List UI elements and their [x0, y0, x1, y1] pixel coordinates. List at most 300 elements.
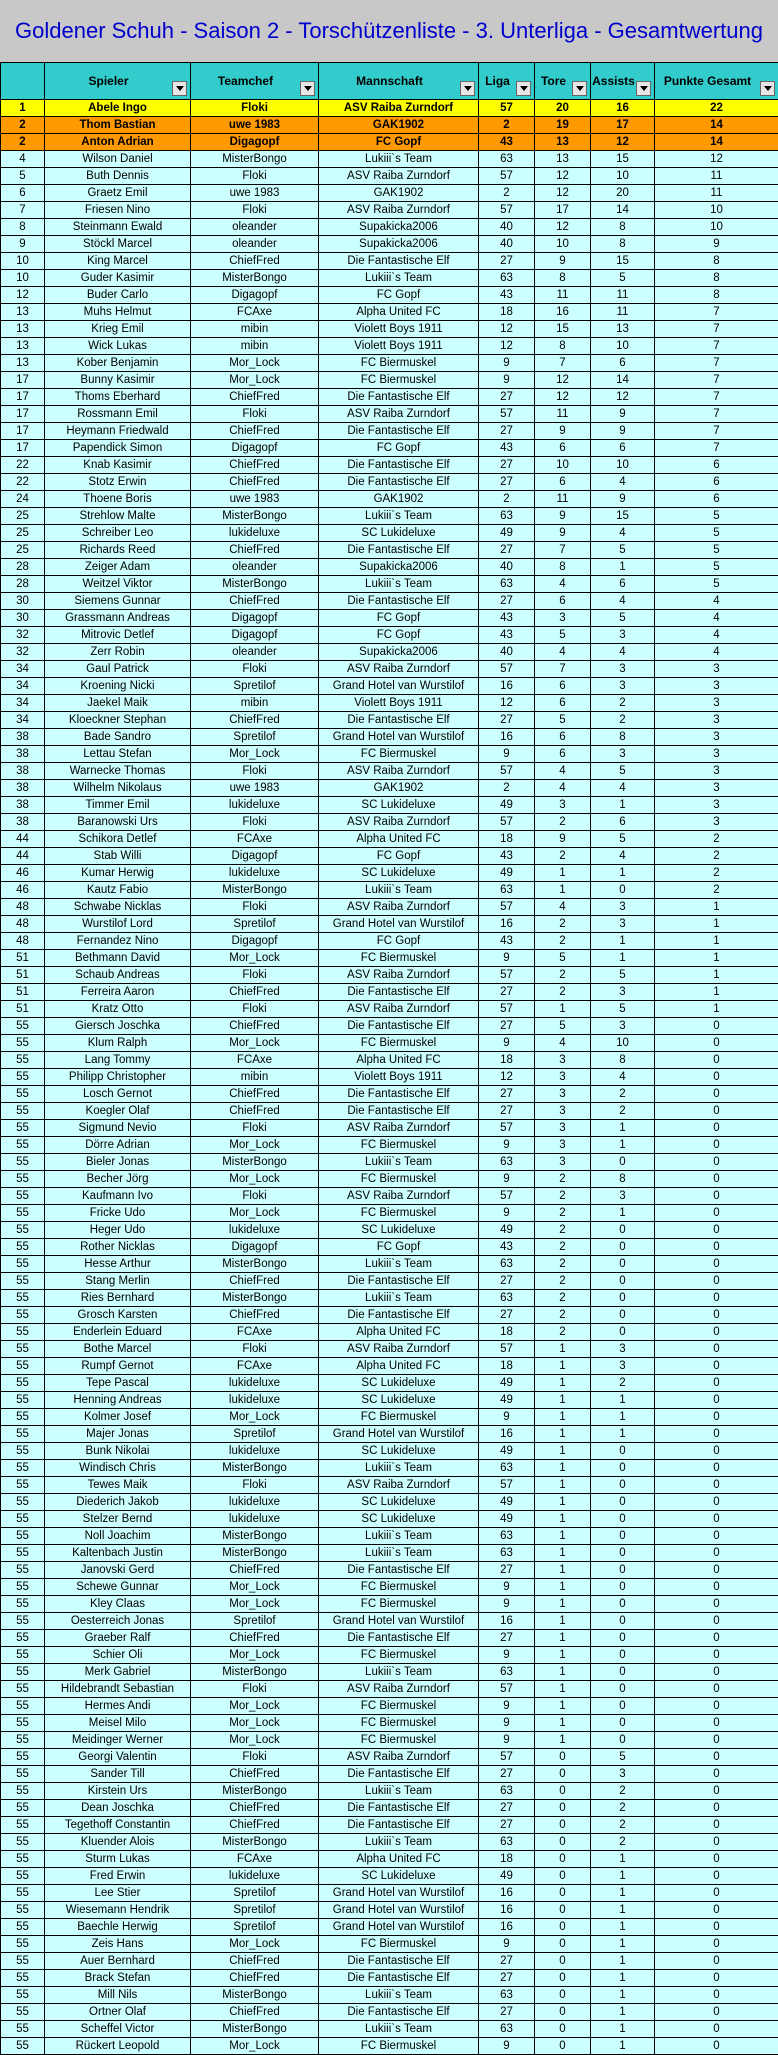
- cell-tore: 0: [535, 1970, 591, 1987]
- cell-punkte: 6: [655, 457, 778, 474]
- cell-mannschaft: FC Biermuskel: [319, 1137, 479, 1154]
- cell-punkte: 12: [655, 151, 778, 168]
- cell-assists: 10: [591, 1035, 655, 1052]
- cell-mannschaft: Die Fantastische Elf: [319, 1800, 479, 1817]
- table-row: [1, 933, 778, 950]
- cell-punkte: 8: [655, 253, 778, 270]
- cell-rank: 38: [1, 814, 45, 831]
- table-row: [1, 1953, 778, 1970]
- cell-mannschaft: Die Fantastische Elf: [319, 2004, 479, 2021]
- chevron-down-icon: [640, 86, 648, 91]
- cell-rank: 22: [1, 474, 45, 491]
- cell-spieler: Kley Claas: [45, 1596, 191, 1613]
- cell-tore: 1: [535, 865, 591, 882]
- cell-mannschaft: SC Lukideluxe: [319, 865, 479, 882]
- cell-assists: 0: [591, 1596, 655, 1613]
- cell-assists: 5: [591, 763, 655, 780]
- cell-teamchef: Digagopf: [191, 134, 319, 151]
- cell-spieler: Majer Jonas: [45, 1426, 191, 1443]
- cell-rank: 10: [1, 253, 45, 270]
- cell-teamchef: Digagopf: [191, 627, 319, 644]
- cell-tore: 1: [535, 1494, 591, 1511]
- cell-tore: 4: [535, 763, 591, 780]
- cell-spieler: Knab Kasimir: [45, 457, 191, 474]
- cell-punkte: 0: [655, 1817, 778, 1834]
- cell-liga: 57: [479, 100, 535, 117]
- cell-mannschaft: FC Biermuskel: [319, 1409, 479, 1426]
- cell-spieler: Wilson Daniel: [45, 151, 191, 168]
- cell-spieler: Dean Joschka: [45, 1800, 191, 1817]
- cell-teamchef: Digagopf: [191, 1239, 319, 1256]
- cell-tore: 16: [535, 304, 591, 321]
- cell-mannschaft: ASV Raiba Zurndorf: [319, 899, 479, 916]
- cell-assists: 6: [591, 576, 655, 593]
- cell-rank: 55: [1, 1494, 45, 1511]
- table-row: [1, 491, 778, 508]
- cell-punkte: 3: [655, 678, 778, 695]
- cell-punkte: 6: [655, 491, 778, 508]
- cell-rank: 9: [1, 236, 45, 253]
- cell-teamchef: lukideluxe: [191, 1222, 319, 1239]
- table-row: [1, 1137, 778, 1154]
- cell-teamchef: ChiefFred: [191, 1630, 319, 1647]
- cell-punkte: 9: [655, 236, 778, 253]
- cell-teamchef: FCAxe: [191, 1052, 319, 1069]
- cell-liga: 63: [479, 1545, 535, 1562]
- cell-tore: 2: [535, 933, 591, 950]
- table-row: [1, 253, 778, 270]
- cell-liga: 63: [479, 576, 535, 593]
- cell-rank: 55: [1, 1817, 45, 1834]
- table-row: [1, 712, 778, 729]
- cell-assists: 0: [591, 1613, 655, 1630]
- filter-dropdown-button[interactable]: [516, 81, 531, 96]
- cell-teamchef: ChiefFred: [191, 712, 319, 729]
- cell-teamchef: MisterBongo: [191, 1987, 319, 2004]
- cell-assists: 3: [591, 984, 655, 1001]
- cell-spieler: Windisch Chris: [45, 1460, 191, 1477]
- cell-mannschaft: FC Biermuskel: [319, 1698, 479, 1715]
- cell-assists: 1: [591, 559, 655, 576]
- cell-assists: 9: [591, 406, 655, 423]
- cell-assists: 1: [591, 1851, 655, 1868]
- table-row: [1, 151, 778, 168]
- cell-liga: 63: [479, 882, 535, 899]
- cell-spieler: Schewe Gunnar: [45, 1579, 191, 1596]
- cell-tore: 2: [535, 1205, 591, 1222]
- cell-assists: 0: [591, 1494, 655, 1511]
- cell-assists: 0: [591, 1477, 655, 1494]
- cell-assists: 14: [591, 202, 655, 219]
- cell-rank: 55: [1, 1749, 45, 1766]
- cell-tore: 11: [535, 287, 591, 304]
- cell-liga: 9: [479, 355, 535, 372]
- cell-teamchef: MisterBongo: [191, 1528, 319, 1545]
- cell-tore: 0: [535, 1902, 591, 1919]
- cell-assists: 3: [591, 1766, 655, 1783]
- cell-assists: 5: [591, 1001, 655, 1018]
- cell-mannschaft: Lukiii`s Team: [319, 1664, 479, 1681]
- cell-spieler: Rother Nicklas: [45, 1239, 191, 1256]
- cell-teamchef: ChiefFred: [191, 1307, 319, 1324]
- chevron-down-icon: [520, 86, 528, 91]
- cell-punkte: 0: [655, 1035, 778, 1052]
- cell-rank: 55: [1, 1545, 45, 1562]
- cell-liga: 27: [479, 1103, 535, 1120]
- column-header-liga: [479, 63, 535, 100]
- cell-liga: 9: [479, 1732, 535, 1749]
- cell-assists: 2: [591, 1817, 655, 1834]
- cell-teamchef: Mor_Lock: [191, 1698, 319, 1715]
- cell-rank: 55: [1, 1613, 45, 1630]
- filter-dropdown-button[interactable]: [172, 81, 187, 96]
- cell-mannschaft: SC Lukideluxe: [319, 1511, 479, 1528]
- cell-mannschaft: FC Biermuskel: [319, 1936, 479, 1953]
- cell-spieler: Buth Dennis: [45, 168, 191, 185]
- cell-tore: 1: [535, 1443, 591, 1460]
- cell-rank: 28: [1, 576, 45, 593]
- table-row: [1, 304, 778, 321]
- cell-assists: 1: [591, 1902, 655, 1919]
- cell-mannschaft: ASV Raiba Zurndorf: [319, 1681, 479, 1698]
- cell-punkte: 8: [655, 287, 778, 304]
- table-row: [1, 1120, 778, 1137]
- cell-punkte: 0: [655, 1137, 778, 1154]
- cell-punkte: 0: [655, 1358, 778, 1375]
- cell-spieler: Philipp Christopher: [45, 1069, 191, 1086]
- cell-spieler: Fricke Udo: [45, 1205, 191, 1222]
- cell-rank: 55: [1, 1596, 45, 1613]
- cell-mannschaft: Lukiii`s Team: [319, 1987, 479, 2004]
- cell-mannschaft: ASV Raiba Zurndorf: [319, 406, 479, 423]
- cell-punkte: 4: [655, 593, 778, 610]
- table-row: [1, 1902, 778, 1919]
- cell-mannschaft: Violett Boys 1911: [319, 1069, 479, 1086]
- cell-assists: 0: [591, 1273, 655, 1290]
- cell-liga: 27: [479, 712, 535, 729]
- cell-punkte: 0: [655, 1188, 778, 1205]
- cell-spieler: Rossmann Emil: [45, 406, 191, 423]
- cell-liga: 9: [479, 1647, 535, 1664]
- cell-punkte: 3: [655, 746, 778, 763]
- cell-assists: 12: [591, 134, 655, 151]
- cell-teamchef: Floki: [191, 168, 319, 185]
- cell-mannschaft: FC Gopf: [319, 287, 479, 304]
- cell-assists: 1: [591, 2004, 655, 2021]
- cell-mannschaft: Lukiii`s Team: [319, 2021, 479, 2038]
- cell-tore: 1: [535, 1647, 591, 1664]
- cell-assists: 2: [591, 1086, 655, 1103]
- cell-rank: 55: [1, 1460, 45, 1477]
- cell-liga: 12: [479, 695, 535, 712]
- cell-spieler: Scheffel Victor: [45, 2021, 191, 2038]
- cell-assists: 4: [591, 848, 655, 865]
- cell-teamchef: ChiefFred: [191, 1970, 319, 1987]
- cell-teamchef: mibin: [191, 695, 319, 712]
- cell-punkte: 14: [655, 117, 778, 134]
- cell-rank: 55: [1, 1528, 45, 1545]
- cell-rank: 55: [1, 1171, 45, 1188]
- cell-spieler: Bade Sandro: [45, 729, 191, 746]
- cell-spieler: Schikora Detlef: [45, 831, 191, 848]
- cell-tore: 2: [535, 1324, 591, 1341]
- cell-spieler: Baechle Herwig: [45, 1919, 191, 1936]
- cell-teamchef: mibin: [191, 338, 319, 355]
- cell-liga: 9: [479, 1409, 535, 1426]
- cell-mannschaft: SC Lukideluxe: [319, 525, 479, 542]
- cell-punkte: 3: [655, 661, 778, 678]
- cell-assists: 3: [591, 627, 655, 644]
- cell-assists: 10: [591, 168, 655, 185]
- cell-rank: 38: [1, 763, 45, 780]
- cell-assists: 1: [591, 1936, 655, 1953]
- table-row: [1, 1341, 778, 1358]
- cell-teamchef: lukideluxe: [191, 1494, 319, 1511]
- table-row: [1, 1086, 778, 1103]
- cell-tore: 2: [535, 1256, 591, 1273]
- cell-tore: 6: [535, 440, 591, 457]
- cell-tore: 4: [535, 1035, 591, 1052]
- cell-tore: 12: [535, 219, 591, 236]
- cell-rank: 32: [1, 644, 45, 661]
- cell-mannschaft: Lukiii`s Team: [319, 1256, 479, 1273]
- cell-liga: 9: [479, 1579, 535, 1596]
- table-row: [1, 1375, 778, 1392]
- cell-mannschaft: GAK1902: [319, 117, 479, 134]
- cell-teamchef: MisterBongo: [191, 1460, 319, 1477]
- cell-tore: 1: [535, 1698, 591, 1715]
- cell-spieler: Wilhelm Nikolaus: [45, 780, 191, 797]
- cell-spieler: Mitrovic Detlef: [45, 627, 191, 644]
- cell-punkte: 3: [655, 695, 778, 712]
- cell-liga: 18: [479, 1052, 535, 1069]
- cell-assists: 0: [591, 882, 655, 899]
- cell-tore: 0: [535, 1766, 591, 1783]
- cell-teamchef: Mor_Lock: [191, 1596, 319, 1613]
- cell-mannschaft: ASV Raiba Zurndorf: [319, 967, 479, 984]
- cell-assists: 4: [591, 593, 655, 610]
- cell-assists: 1: [591, 797, 655, 814]
- cell-teamchef: lukideluxe: [191, 1511, 319, 1528]
- cell-teamchef: ChiefFred: [191, 1086, 319, 1103]
- cell-tore: 1: [535, 1596, 591, 1613]
- cell-rank: 17: [1, 406, 45, 423]
- cell-mannschaft: ASV Raiba Zurndorf: [319, 1341, 479, 1358]
- cell-punkte: 22: [655, 100, 778, 117]
- cell-liga: 12: [479, 338, 535, 355]
- cell-mannschaft: Die Fantastische Elf: [319, 984, 479, 1001]
- cell-mannschaft: Die Fantastische Elf: [319, 474, 479, 491]
- cell-assists: 3: [591, 746, 655, 763]
- cell-punkte: 0: [655, 1868, 778, 1885]
- cell-rank: 55: [1, 1902, 45, 1919]
- filter-dropdown-button[interactable]: [760, 81, 775, 96]
- cell-liga: 49: [479, 1511, 535, 1528]
- table-row: [1, 134, 778, 151]
- cell-mannschaft: Alpha United FC: [319, 1851, 479, 1868]
- cell-rank: 13: [1, 338, 45, 355]
- table-row: [1, 185, 778, 202]
- cell-mannschaft: Supakicka2006: [319, 219, 479, 236]
- cell-liga: 43: [479, 933, 535, 950]
- cell-punkte: 0: [655, 1698, 778, 1715]
- cell-assists: 12: [591, 389, 655, 406]
- cell-teamchef: ChiefFred: [191, 1018, 319, 1035]
- cell-liga: 57: [479, 661, 535, 678]
- cell-mannschaft: FC Biermuskel: [319, 1647, 479, 1664]
- table-row: [1, 1970, 778, 1987]
- cell-liga: 16: [479, 1919, 535, 1936]
- cell-assists: 10: [591, 457, 655, 474]
- cell-teamchef: FCAxe: [191, 304, 319, 321]
- table-body: [1, 100, 778, 2055]
- cell-punkte: 1: [655, 967, 778, 984]
- cell-rank: 55: [1, 1052, 45, 1069]
- cell-liga: 49: [479, 525, 535, 542]
- cell-punkte: 0: [655, 1460, 778, 1477]
- cell-mannschaft: FC Biermuskel: [319, 2038, 479, 2055]
- filter-dropdown-button[interactable]: [460, 81, 475, 96]
- cell-assists: 0: [591, 1630, 655, 1647]
- cell-liga: 9: [479, 1698, 535, 1715]
- cell-liga: 16: [479, 1902, 535, 1919]
- cell-tore: 1: [535, 1392, 591, 1409]
- table-row: [1, 984, 778, 1001]
- cell-tore: 17: [535, 202, 591, 219]
- cell-assists: 1: [591, 2038, 655, 2055]
- cell-spieler: Muhs Helmut: [45, 304, 191, 321]
- cell-mannschaft: Supakicka2006: [319, 644, 479, 661]
- cell-liga: 27: [479, 423, 535, 440]
- cell-assists: 1: [591, 1426, 655, 1443]
- cell-liga: 57: [479, 1188, 535, 1205]
- cell-punkte: 0: [655, 1120, 778, 1137]
- cell-teamchef: MisterBongo: [191, 508, 319, 525]
- cell-rank: 55: [1, 1188, 45, 1205]
- cell-liga: 43: [479, 610, 535, 627]
- cell-tore: 3: [535, 1069, 591, 1086]
- cell-mannschaft: ASV Raiba Zurndorf: [319, 168, 479, 185]
- cell-liga: 2: [479, 780, 535, 797]
- cell-tore: 1: [535, 1664, 591, 1681]
- filter-dropdown-button[interactable]: [636, 81, 651, 96]
- cell-mannschaft: Die Fantastische Elf: [319, 542, 479, 559]
- cell-rank: 55: [1, 2004, 45, 2021]
- cell-mannschaft: ASV Raiba Zurndorf: [319, 1477, 479, 1494]
- table-row: [1, 457, 778, 474]
- cell-teamchef: lukideluxe: [191, 1375, 319, 1392]
- cell-assists: 0: [591, 1562, 655, 1579]
- cell-mannschaft: FC Gopf: [319, 610, 479, 627]
- cell-assists: 15: [591, 253, 655, 270]
- cell-rank: 55: [1, 1511, 45, 1528]
- cell-teamchef: mibin: [191, 321, 319, 338]
- cell-assists: 5: [591, 542, 655, 559]
- cell-teamchef: Spretilof: [191, 1613, 319, 1630]
- cell-tore: 6: [535, 695, 591, 712]
- cell-liga: 27: [479, 1562, 535, 1579]
- cell-punkte: 0: [655, 1681, 778, 1698]
- table-row: [1, 406, 778, 423]
- cell-rank: 30: [1, 610, 45, 627]
- cell-assists: 0: [591, 1545, 655, 1562]
- cell-liga: 12: [479, 321, 535, 338]
- table-row: [1, 508, 778, 525]
- cell-assists: 0: [591, 1681, 655, 1698]
- cell-punkte: 0: [655, 1800, 778, 1817]
- cell-tore: 2: [535, 916, 591, 933]
- cell-tore: 9: [535, 253, 591, 270]
- column-header-label: Assists: [591, 75, 654, 88]
- cell-liga: 57: [479, 763, 535, 780]
- table-row: [1, 780, 778, 797]
- cell-punkte: 0: [655, 1375, 778, 1392]
- cell-assists: 0: [591, 1154, 655, 1171]
- cell-teamchef: oleander: [191, 236, 319, 253]
- table-row: [1, 1154, 778, 1171]
- cell-punkte: 0: [655, 1477, 778, 1494]
- cell-punkte: 0: [655, 1902, 778, 1919]
- cell-assists: 3: [591, 661, 655, 678]
- cell-assists: 0: [591, 1324, 655, 1341]
- header-row: [1, 63, 778, 100]
- cell-mannschaft: Die Fantastische Elf: [319, 1766, 479, 1783]
- cell-tore: 2: [535, 1188, 591, 1205]
- cell-tore: 4: [535, 576, 591, 593]
- cell-rank: 55: [1, 1885, 45, 1902]
- cell-punkte: 0: [655, 1052, 778, 1069]
- filter-dropdown-button[interactable]: [300, 81, 315, 96]
- table-row: [1, 1324, 778, 1341]
- cell-teamchef: uwe 1983: [191, 117, 319, 134]
- cell-mannschaft: Alpha United FC: [319, 304, 479, 321]
- cell-punkte: 2: [655, 848, 778, 865]
- cell-mannschaft: Die Fantastische Elf: [319, 1817, 479, 1834]
- cell-liga: 16: [479, 1426, 535, 1443]
- cell-rank: 55: [1, 1647, 45, 1664]
- cell-mannschaft: SC Lukideluxe: [319, 1494, 479, 1511]
- cell-spieler: Warnecke Thomas: [45, 763, 191, 780]
- column-header-teamchef: [191, 63, 319, 100]
- filter-dropdown-button[interactable]: [572, 81, 587, 96]
- column-header-label: Punkte Gesamt: [655, 75, 778, 88]
- cell-rank: 55: [1, 1681, 45, 1698]
- cell-rank: 44: [1, 831, 45, 848]
- cell-rank: 4: [1, 151, 45, 168]
- cell-tore: 0: [535, 2021, 591, 2038]
- column-header-punkte: [655, 63, 778, 100]
- cell-teamchef: Mor_Lock: [191, 1137, 319, 1154]
- cell-spieler: Abele Ingo: [45, 100, 191, 117]
- cell-tore: 2: [535, 967, 591, 984]
- cell-tore: 0: [535, 2038, 591, 2055]
- cell-assists: 0: [591, 1698, 655, 1715]
- table-row: [1, 729, 778, 746]
- cell-tore: 1: [535, 1613, 591, 1630]
- table-row: [1, 1562, 778, 1579]
- table-row: [1, 1222, 778, 1239]
- cell-rank: 13: [1, 355, 45, 372]
- table-row: [1, 1885, 778, 1902]
- table-row: [1, 423, 778, 440]
- cell-punkte: 0: [655, 1205, 778, 1222]
- cell-teamchef: MisterBongo: [191, 151, 319, 168]
- cell-punkte: 7: [655, 440, 778, 457]
- cell-assists: 0: [591, 1528, 655, 1545]
- cell-liga: 49: [479, 865, 535, 882]
- table-row: [1, 1290, 778, 1307]
- cell-teamchef: ChiefFred: [191, 474, 319, 491]
